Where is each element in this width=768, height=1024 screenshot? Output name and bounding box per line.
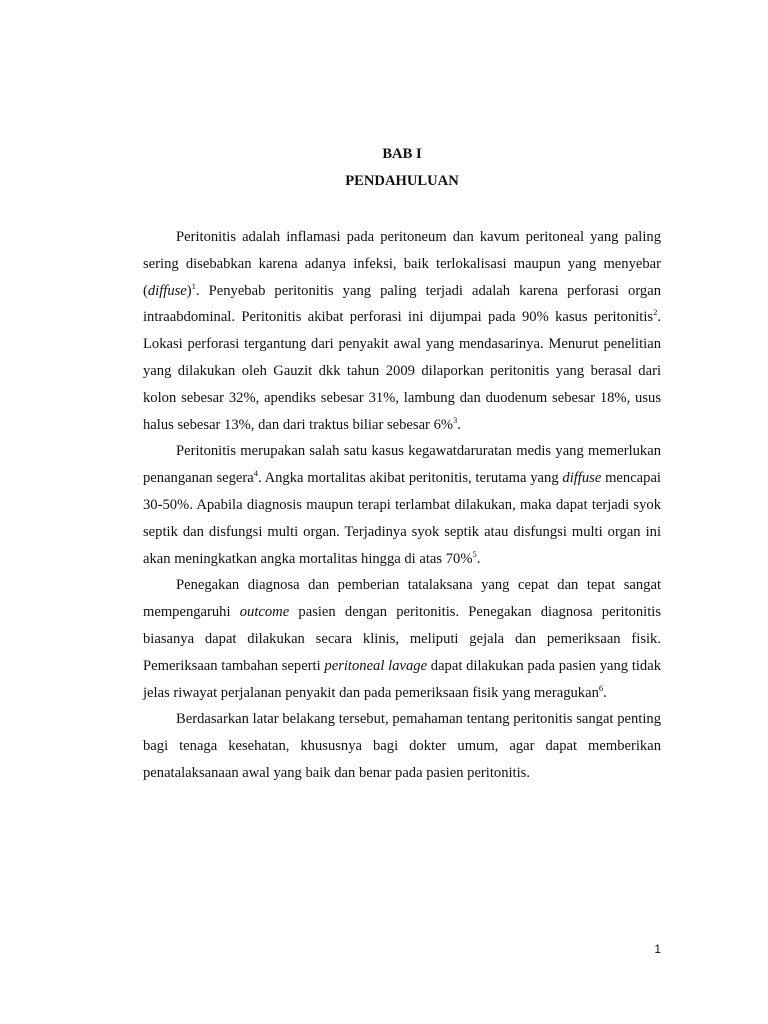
citation-reference: 1: [191, 280, 196, 291]
text-run: Penegakan diagnosa dan pemberian tatalaksana yang cepat dan tepat sangat mempengaruhi: [143, 577, 661, 621]
citation-reference: 6: [598, 682, 604, 693]
citation-reference: 5: [472, 548, 477, 559]
paragraph: [143, 224, 661, 438]
body-text: [143, 224, 661, 787]
text-run: Berdasarkan latar belakang tersebut, pemahaman tentang peritonitis sangat penting bagi tenaga kesehatan, khususnya bagi dokter umum, agar dapat memberikan penatalaksanaan awal yang baik dan benar pada pasien peritonitis.: [143, 711, 661, 781]
italic-term: outcome: [239, 604, 290, 621]
text-run: ): [186, 282, 192, 299]
text-run: .: [457, 416, 461, 433]
paragraph: [143, 438, 661, 572]
chapter-number: BAB I: [382, 146, 422, 162]
paragraph: [143, 706, 661, 786]
text-run: . Angka mortalitas akibat peritonitis, terutama yang: [257, 470, 563, 487]
paragraph: [143, 572, 661, 706]
text-run: dapat dilakukan pada pasien yang tidak jelas riwayat perjalanan penyakit dan pada pemeriksaan fisik yang meragukan: [143, 657, 662, 701]
chapter-title: PENDAHULUAN: [345, 173, 459, 189]
text-run: .: [476, 550, 481, 567]
citation-reference: 4: [253, 468, 258, 479]
text-run: Peritonitis merupakan salah satu kasus kegawatdaruratan medis yang memerlukan penanganan segera: [143, 443, 661, 487]
text-run: Peritonitis adalah inflamasi pada peritoneum dan kavum peritoneal yang paling sering disebabkan karena adanya infeksi, baik terlokalisasi maupun yang menyebar (: [143, 229, 661, 299]
text-run: mencapai 30-50%. Apabila diagnosis maupun terapi terlambat dilakukan, maka dapat terjadi syok septik dan disfungsi multi organ. Terjadinya syok septik atau disfungsi multi organ ini akan meningkatkan angka mortalitas hingga di atas 70%: [143, 470, 661, 567]
citation-reference: 3: [453, 414, 458, 425]
italic-term: peritoneal lavage: [324, 657, 428, 674]
text-run: . Lokasi perforasi tergantung dari penyakit awal yang mendasarinya. Menurut penelitian yang dilakukan oleh Gauzit dkk tahun 2009 dilaporkan peritonitis yang berasal dari kolon sebesar 32%, apendiks sebesar 31%, lambung dan duodenum sebesar 18%, usus halus sebesar 13%, dan dari traktus biliar sebesar 6%: [143, 309, 661, 433]
italic-term: diffuse: [562, 470, 602, 487]
text-run: pasien dengan peritonitis. Penegakan diagnosa peritonitis biasanya dapat dilakukan secara klinis, meliputi gejala dan pemeriksaan fisik. Pemeriksaan tambahan seperti: [143, 604, 661, 674]
text-run: .: [603, 684, 607, 701]
page-number: 1: [654, 942, 661, 956]
italic-term: diffuse: [147, 282, 187, 299]
text-run: . Penyebab peritonitis yang paling terjadi adalah karena perforasi organ intraabdominal. Peritonitis akibat perforasi ini dijumpai pada 90% kasus peritonitis: [143, 282, 661, 326]
citation-reference: 2: [653, 307, 658, 318]
